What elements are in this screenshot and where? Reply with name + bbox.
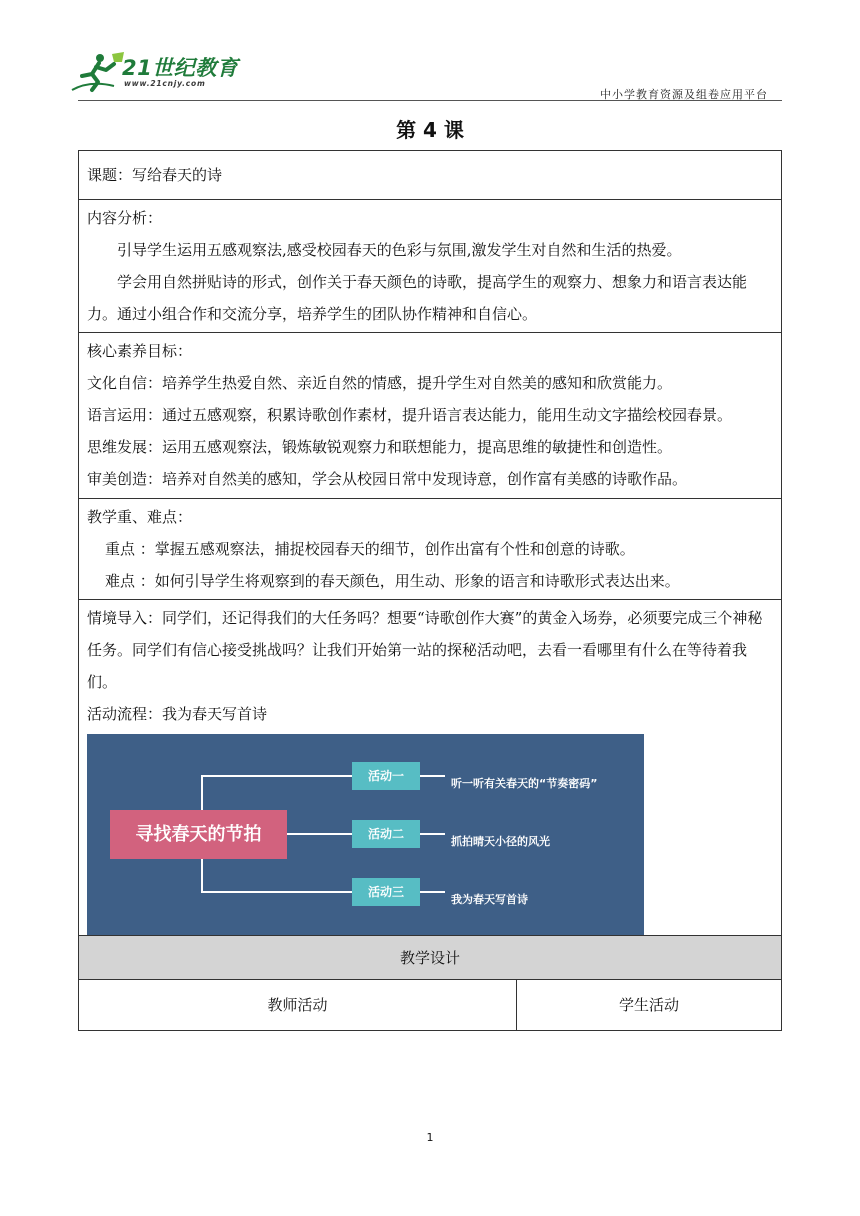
content-analysis-heading: 内容分析： [87,209,163,227]
logo [70,50,260,98]
content-paragraph: 引导学生运用五感观察法,感受校园春天的色彩与氛围,激发学生对自然和生活的热爱。 [117,241,682,259]
runner-logo-icon [70,50,126,96]
logo-text: 21世纪教育 [122,56,239,80]
situation-row [79,600,781,936]
activity-columns-row [79,980,781,1030]
student-activity-header: 学生活动 [618,996,679,1014]
page-number: 1 [426,1131,434,1144]
content-paragraph: 学会用自然拼贴诗的形式，创作关于春天颜色的诗歌，提高学生的观察力、想象力和语言表达能力。通过小组合作和交流分享，培养学生的团队协作精神和自信心。 [87,273,748,323]
main-topic-box: 寻找春天的节拍 [110,810,287,859]
content-analysis-row [79,200,781,333]
goal-item: 语言运用：通过五感观察，积累诗歌创作素材，提升语言表达能力，能用生动文字描绘校园春景。 [87,406,733,424]
key-point: 重点 ：掌握五感观察法，捕捉校园春天的细节，创作出富有个性和创意的诗歌。 [105,540,635,558]
core-goals-heading: 核心素养目标： [87,342,193,360]
difficult-point: 难点 ：如何引导学生将观察到的春天颜色，用生动、形象的语言和诗歌形式表达出来。 [105,572,680,590]
key-points-heading: 教学重、难点： [87,508,193,526]
activity-flow: 活动流程：我为春天写首诗 [87,705,268,723]
activity-3-box: 活动三 [352,878,420,906]
goal-item: 思维发展：运用五感观察法，锻炼敏锐观察力和联想能力，提高思维的敏捷性和创造性。 [87,438,673,456]
activity-1-box: 活动一 [352,762,420,790]
activity-2-box: 活动二 [352,820,420,848]
goal-item: 审美创造：培养对自然美的感知，学会从校园日常中发现诗意，创作富有美感的诗歌作品。 [87,470,688,488]
activity-2-desc: 抓拍晴天小径的风光 [451,835,550,848]
goal-item: 文化自信：培养学生热爱自然、亲近自然的情感，提升学生对自然美的感知和欣赏能力。 [87,374,673,392]
page-header [0,0,860,104]
teaching-design-header: 教学设计 [79,936,781,980]
topic-row [79,151,781,200]
topic-text: 课题：写给春天的诗 [87,166,223,184]
logo-url: www.21cnjy.com [124,79,206,88]
core-goals-row [79,333,781,499]
key-points-row [79,499,781,600]
situation-intro: 情境导入：同学们，还记得我们的大任务吗？想要“诗歌创作大赛”的黄金入场券，必须要完成三个神秘任务。同学们有信心接受挑战吗？让我们开始第一站的探秘活动吧，去看一看哪里有什么在等待着我们。 [87,609,763,691]
activity-diagram [87,734,644,935]
activity-3-desc: 我为春天写首诗 [451,893,528,906]
teacher-activity-header: 教师活动 [79,980,517,1030]
lesson-title: 第 4 课 [396,118,464,142]
lesson-plan-table [78,150,782,1031]
header-divider [78,100,782,101]
activity-1-desc: 听一听有关春天的“节奏密码” [451,777,598,790]
platform-name: 中小学教育资源及组卷应用平台 [600,88,768,101]
